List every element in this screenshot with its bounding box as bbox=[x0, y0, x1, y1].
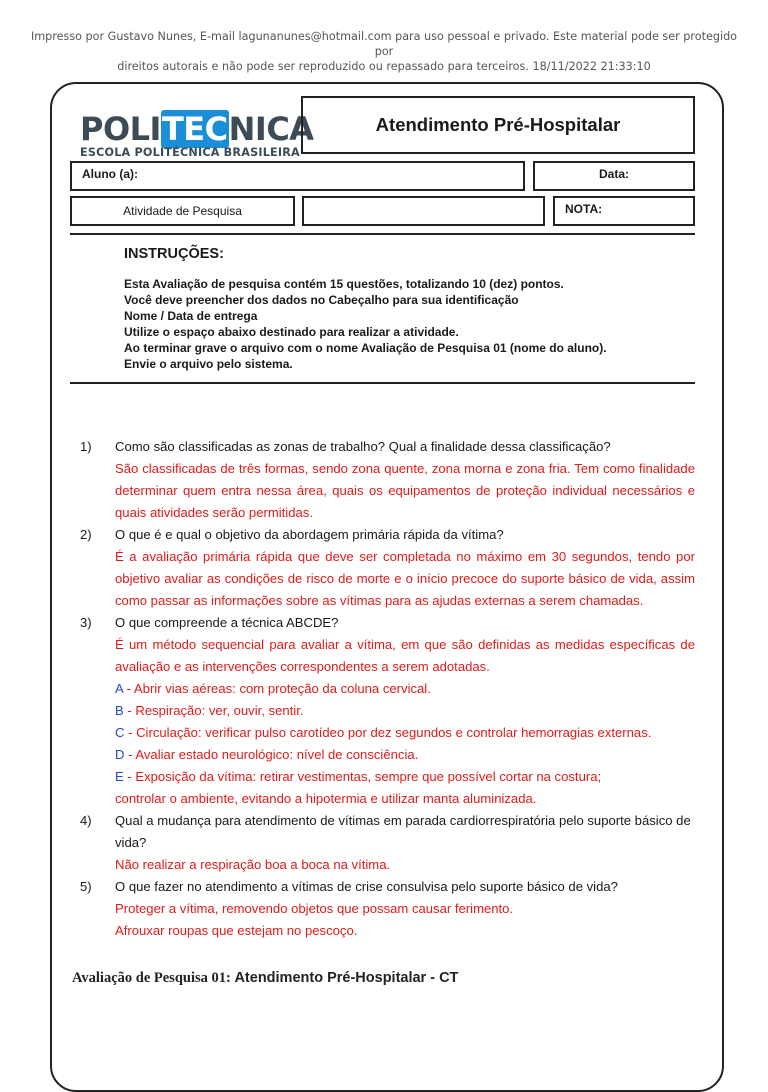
watermark-line-1: Impresso por Gustavo Nunes, E-mail lagunanunes@hotmail.com para uso pessoal e privado. Este material pode ser protegido por bbox=[30, 30, 738, 58]
question-text: Qual a mudança para atendimento de vítimas em parada cardiorrespiratória pelo suporte básico de vida? bbox=[115, 813, 691, 850]
instructions-section bbox=[124, 244, 684, 372]
logo-part-2: TEC bbox=[161, 110, 228, 148]
abcde-letter: C bbox=[115, 725, 125, 740]
abcde-text: - Avaliar estado neurológico: nível de consciência. bbox=[124, 747, 419, 762]
question-2 bbox=[80, 524, 695, 612]
activity-label: Atividade de Pesquisa bbox=[123, 204, 242, 218]
abcde-item-c bbox=[115, 722, 695, 744]
abcde-item-d bbox=[115, 744, 695, 766]
logo-wordmark bbox=[80, 110, 314, 148]
abcde-text: - Circulação: verificar pulso carotídeo por dez segundos e controlar hemorragias externas. bbox=[124, 725, 652, 740]
answer-text: controlar o ambiente, evitando a hipotermia e utilizar manta aluminizada. bbox=[115, 791, 537, 806]
answer-text: Afrouxar roupas que estejam no pescoço. bbox=[115, 923, 358, 938]
instructions-heading: INSTRUÇÕES: bbox=[124, 246, 224, 262]
watermark-line-2: direitos autorais e não pode ser reproduzido ou repassado para terceiros. 18/11/2022 21:33:10 bbox=[117, 60, 651, 73]
question-body bbox=[115, 612, 695, 810]
politecnica-logo bbox=[80, 110, 314, 162]
page-footer bbox=[72, 970, 672, 987]
question-number: 5) bbox=[80, 879, 92, 894]
logo-part-3: NICA bbox=[228, 110, 314, 148]
answer-text: É a avaliação primária rápida que deve ser completada no máximo em 30 segundos, tendo por objetivo avaliar as condições de risco de morte e o início precoce do suporte básico de vida, assim como passar as informações sobre as vítimas para as ajudas externas a serem chamadas. bbox=[115, 549, 695, 608]
answer-text: É um método sequencial para avaliar a vítima, em que são definidas as medidas específicas de avaliação e as intervenções correspondentes a serem adotadas. bbox=[115, 637, 695, 674]
question-1 bbox=[80, 436, 695, 524]
question-number: 4) bbox=[80, 813, 92, 828]
footer-part-2: Atendimento Pré-Hospitalar - CT bbox=[234, 970, 459, 986]
question-text: O que fazer no atendimento a vítimas de crise consulvisa pelo suporte básico de vida? bbox=[115, 879, 618, 894]
grade-label: NOTA: bbox=[565, 202, 603, 216]
abcde-letter: E bbox=[115, 769, 124, 784]
logo-part-1: POLI bbox=[80, 110, 161, 148]
question-text: O que é e qual o objetivo da abordagem primária rápida da vítima? bbox=[115, 527, 504, 542]
question-list bbox=[80, 436, 695, 942]
date-field bbox=[533, 161, 695, 191]
question-text: O que compreende a técnica ABCDE? bbox=[115, 615, 339, 630]
question-body bbox=[115, 524, 695, 612]
abcde-text: - Exposição da vítima: retirar vestimentas, sempre que possível cortar na costura; bbox=[123, 769, 602, 784]
document-title: Atendimento Pré-Hospitalar bbox=[301, 96, 695, 154]
abcde-text: - Respiração: ver, ouvir, sentir. bbox=[123, 703, 304, 718]
abcde-letter: A bbox=[115, 681, 124, 696]
instruction-line: Você deve preencher dos dados no Cabeçalho para sua identificação bbox=[124, 293, 519, 307]
activity-field bbox=[70, 196, 295, 226]
logo-subtitle: ESCOLA POLITÉCNICA BRASILEIRA bbox=[80, 146, 300, 159]
abcde-item-a bbox=[115, 678, 695, 700]
abcde-letter: B bbox=[115, 703, 124, 718]
footer-part-1: Avaliação de Pesquisa 01: bbox=[72, 970, 235, 986]
answer-text: Não realizar a respiração boa a boca na vítima. bbox=[115, 857, 391, 872]
abcde-text: - Abrir vias aéreas: com proteção da coluna cervical. bbox=[123, 681, 431, 696]
instruction-line: Esta Avaliação de pesquisa contém 15 questões, totalizando 10 (dez) pontos. bbox=[124, 277, 564, 291]
instruction-line: Ao terminar grave o arquivo com o nome Avaliação de Pesquisa 01 (nome do aluno). bbox=[124, 341, 607, 355]
abcde-item-b bbox=[115, 700, 695, 722]
question-text: Como são classificadas as zonas de trabalho? Qual a finalidade dessa classificação? bbox=[115, 439, 611, 454]
student-label: Aluno (a): bbox=[82, 167, 138, 181]
question-number: 1) bbox=[80, 439, 92, 454]
divider-bottom bbox=[70, 382, 695, 384]
abcde-item-e bbox=[115, 766, 695, 788]
divider-top bbox=[70, 233, 695, 235]
abcde-letter: D bbox=[115, 747, 125, 762]
question-number: 3) bbox=[80, 615, 92, 630]
answer-text: Proteger a vítima, removendo objetos que possam causar ferimento. bbox=[115, 901, 514, 916]
answer-text: São classificadas de três formas, sendo zona quente, zona morna e zona fria. Tem como finalidade determinar quem entra nessa área, quais os equipamentos de proteção individual necessários e quais atividades serão permitidas. bbox=[115, 461, 695, 520]
student-field bbox=[70, 161, 525, 191]
blank-field bbox=[302, 196, 545, 226]
date-label: Data: bbox=[598, 167, 629, 181]
instruction-line: Utilize o espaço abaixo destinado para realizar a atividade. bbox=[124, 325, 459, 339]
instruction-line: Nome / Data de entrega bbox=[124, 309, 258, 323]
grade-field bbox=[553, 196, 695, 226]
question-4 bbox=[80, 810, 695, 876]
question-body bbox=[115, 810, 695, 876]
question-body bbox=[115, 436, 695, 524]
print-watermark bbox=[20, 29, 748, 74]
question-number: 2) bbox=[80, 527, 92, 542]
question-3 bbox=[80, 612, 695, 810]
instruction-line: Envie o arquivo pelo sistema. bbox=[124, 357, 293, 371]
question-5 bbox=[80, 876, 695, 942]
question-body bbox=[115, 876, 695, 942]
